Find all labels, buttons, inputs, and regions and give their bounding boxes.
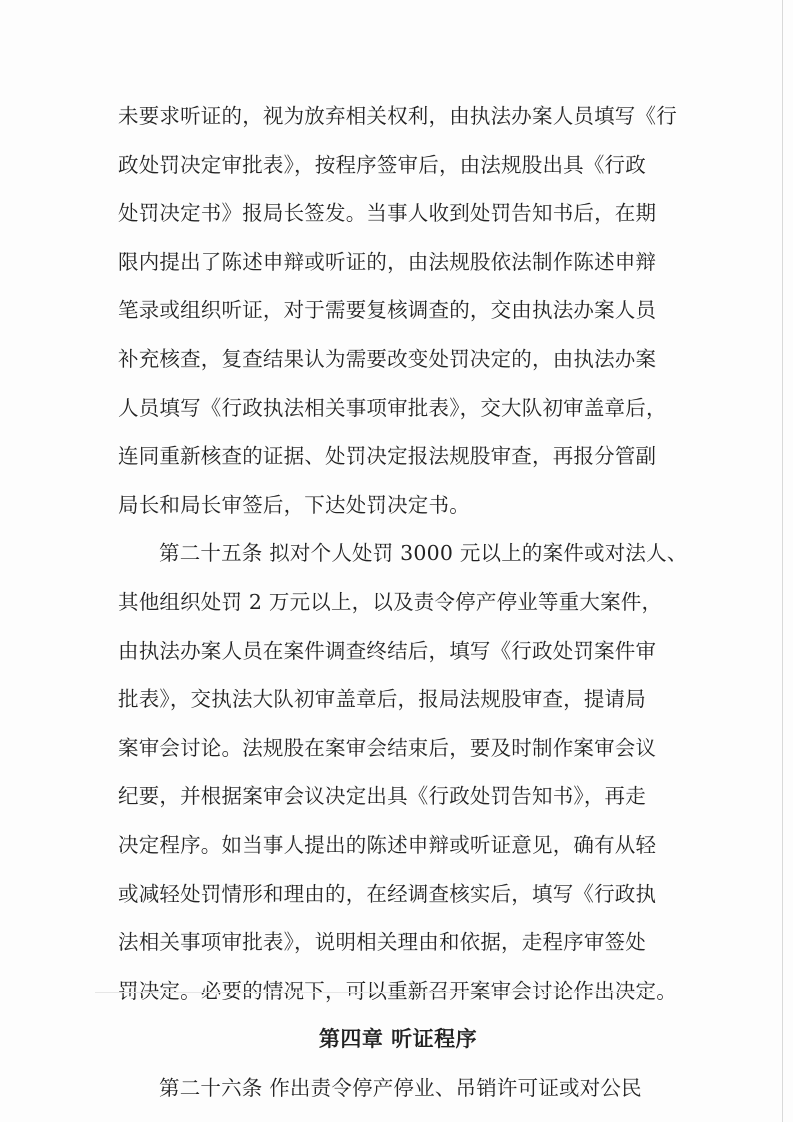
scan-edge: [782, 0, 783, 1122]
text-line: 笔录或组织听证，对于需要复核调查的，交由执法办案人员: [118, 298, 657, 323]
text-line: 限内提出了陈述申辩或听证的，由法规股依法制作陈述申辩: [118, 249, 657, 274]
text-line: 案审会讨论。法规股在案审会结束后，要及时制作案审会议: [118, 735, 657, 760]
text-line: 补充核查，复查结果认为需要改变处罚决定的，由执法办案: [118, 346, 657, 371]
text-line: 由执法办案人员在案件调查终结后，填写《行政处罚案件审: [118, 638, 657, 663]
text-line: 批表》，交执法大队初审盖章后，报局法规股审查，提请局: [118, 687, 646, 712]
text-line: 其他组织处罚 2 万元以上，以及责令停产停业等重大案件，: [118, 589, 663, 614]
article-25-start: 第二十五条 拟对个人处罚 3000 元以上的案件或对法人、: [159, 541, 688, 566]
text-line: 纪要，并根据案审会议决定出具《行政处罚告知书》，再走: [118, 784, 646, 809]
page-divider: [95, 992, 655, 993]
text-line: 政处罚决定审批表》，按程序签审后，由法规股出具《行政: [118, 152, 646, 177]
text-line: 未要求听证的，视为放弃相关权利，由执法办案人员填写《行: [118, 104, 677, 128]
text-line: 处罚决定书》报局长签发。当事人收到处罚告知书后，在期: [118, 201, 657, 226]
text-line: 人员填写《行政执法相关事项审批表》，交大队初审盖章后，: [118, 395, 667, 420]
article-26-start: 第二十六条 作出责令停产停业、吊销许可证或对公民: [159, 1075, 642, 1100]
document-body: [118, 96, 688, 1116]
text-line: 局长和局长审签后，下达处罚决定书。: [118, 492, 470, 517]
text-line: 或减轻处罚情形和理由的，在经调查核实后，填写《行政执: [118, 881, 657, 906]
text-line: 法相关事项审批表》，说明相关理由和依据，走程序审签处: [118, 930, 646, 955]
text-line: 罚决定。必要的情况下，可以重新召开案审会讨论作出决定。: [118, 978, 677, 1003]
chapter-heading: 第四章 听证程序: [318, 1027, 478, 1052]
text-line: 决定程序。如当事人提出的陈述申辩或听证意见，确有从轻: [118, 832, 657, 857]
text-line: 连同重新核查的证据、处罚决定报法规股审查，再报分管副: [118, 444, 657, 469]
